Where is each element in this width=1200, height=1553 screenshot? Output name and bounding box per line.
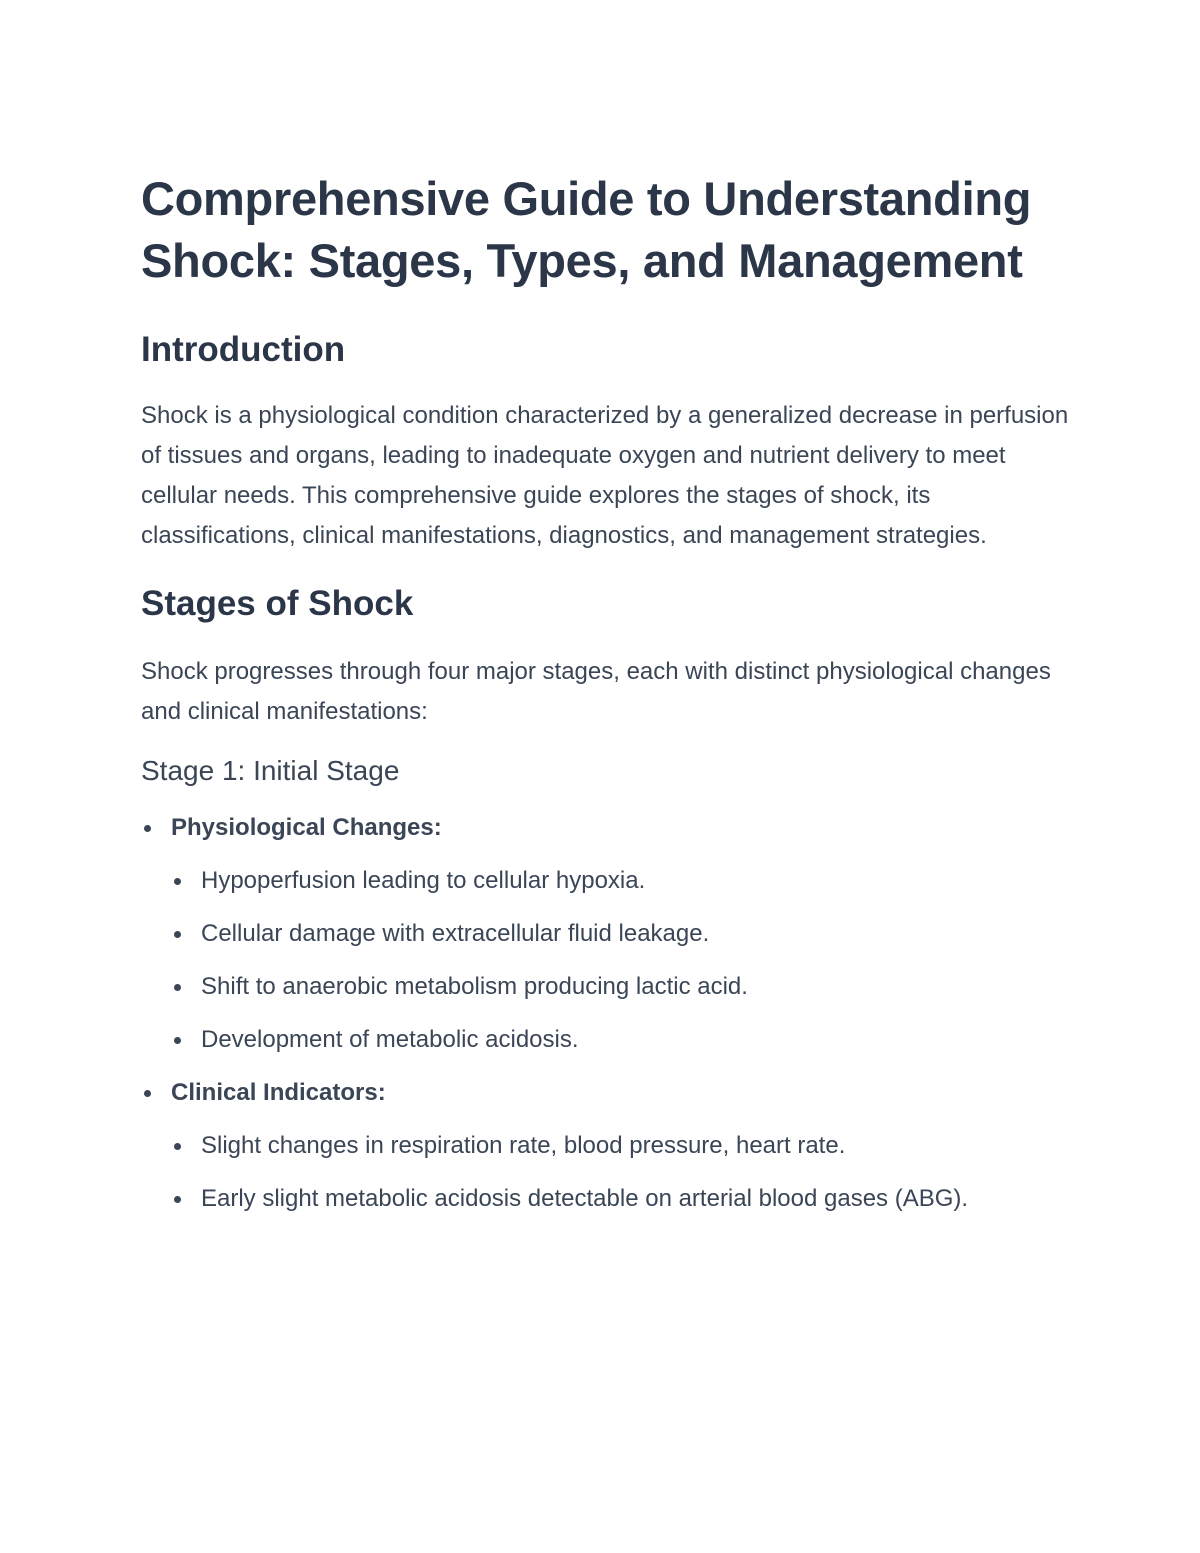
bullet-icon xyxy=(174,1037,181,1044)
list-item xyxy=(171,861,1071,901)
list-item xyxy=(171,914,1071,954)
list-item xyxy=(171,1126,1071,1166)
list-group-label: Physiological Changes: xyxy=(171,814,442,841)
document-page xyxy=(141,168,1071,1232)
list-item-text: Shift to anaerobic metabolism producing lactic acid. xyxy=(201,973,748,1000)
list-item-text: Cellular damage with extracellular fluid leakage. xyxy=(201,920,710,947)
bullet-icon xyxy=(174,1196,181,1203)
list-item xyxy=(171,967,1071,1007)
physiological-changes-list xyxy=(171,861,1071,1060)
stages-heading: Stages of Shock xyxy=(141,584,414,623)
list-item xyxy=(171,1020,1071,1060)
bullet-icon xyxy=(174,878,181,885)
bullet-icon xyxy=(144,825,151,832)
list-item-physiological-changes xyxy=(141,808,1071,1060)
stages-intro-text: Shock progresses through four major stages, each with distinct physiological changes and clinical manifestations: xyxy=(141,658,1051,725)
list-item xyxy=(171,1179,1071,1219)
bullet-icon xyxy=(174,1143,181,1150)
stage1-heading: Stage 1: Initial Stage xyxy=(141,755,400,786)
introduction-heading: Introduction xyxy=(141,330,346,369)
list-group-label: Clinical Indicators: xyxy=(171,1079,386,1106)
list-item-text: Early slight metabolic acidosis detectable on arterial blood gases (ABG). xyxy=(201,1185,969,1212)
list-item-text: Slight changes in respiration rate, blood pressure, heart rate. xyxy=(201,1132,846,1159)
clinical-indicators-list xyxy=(171,1126,1071,1219)
list-item-text: Development of metabolic acidosis. xyxy=(201,1026,579,1053)
stage1-list xyxy=(141,808,1071,1219)
bullet-icon xyxy=(174,984,181,991)
list-item-text: Hypoperfusion leading to cellular hypoxia. xyxy=(201,867,646,894)
bullet-icon xyxy=(174,931,181,938)
bullet-icon xyxy=(144,1090,151,1097)
list-item-clinical-indicators xyxy=(141,1073,1071,1219)
introduction-text: Shock is a physiological condition characterized by a generalized decrease in perfusion of tissues and organs, leading to inadequate oxygen and nutrient delivery to meet cellular needs. This comprehensive guide explores the stages of shock, its classifications, clinical manifestations, diagnostics, and management strategies. xyxy=(141,402,1069,549)
document-title: Comprehensive Guide to Understanding Shock: Stages, Types, and Management xyxy=(141,172,1032,287)
